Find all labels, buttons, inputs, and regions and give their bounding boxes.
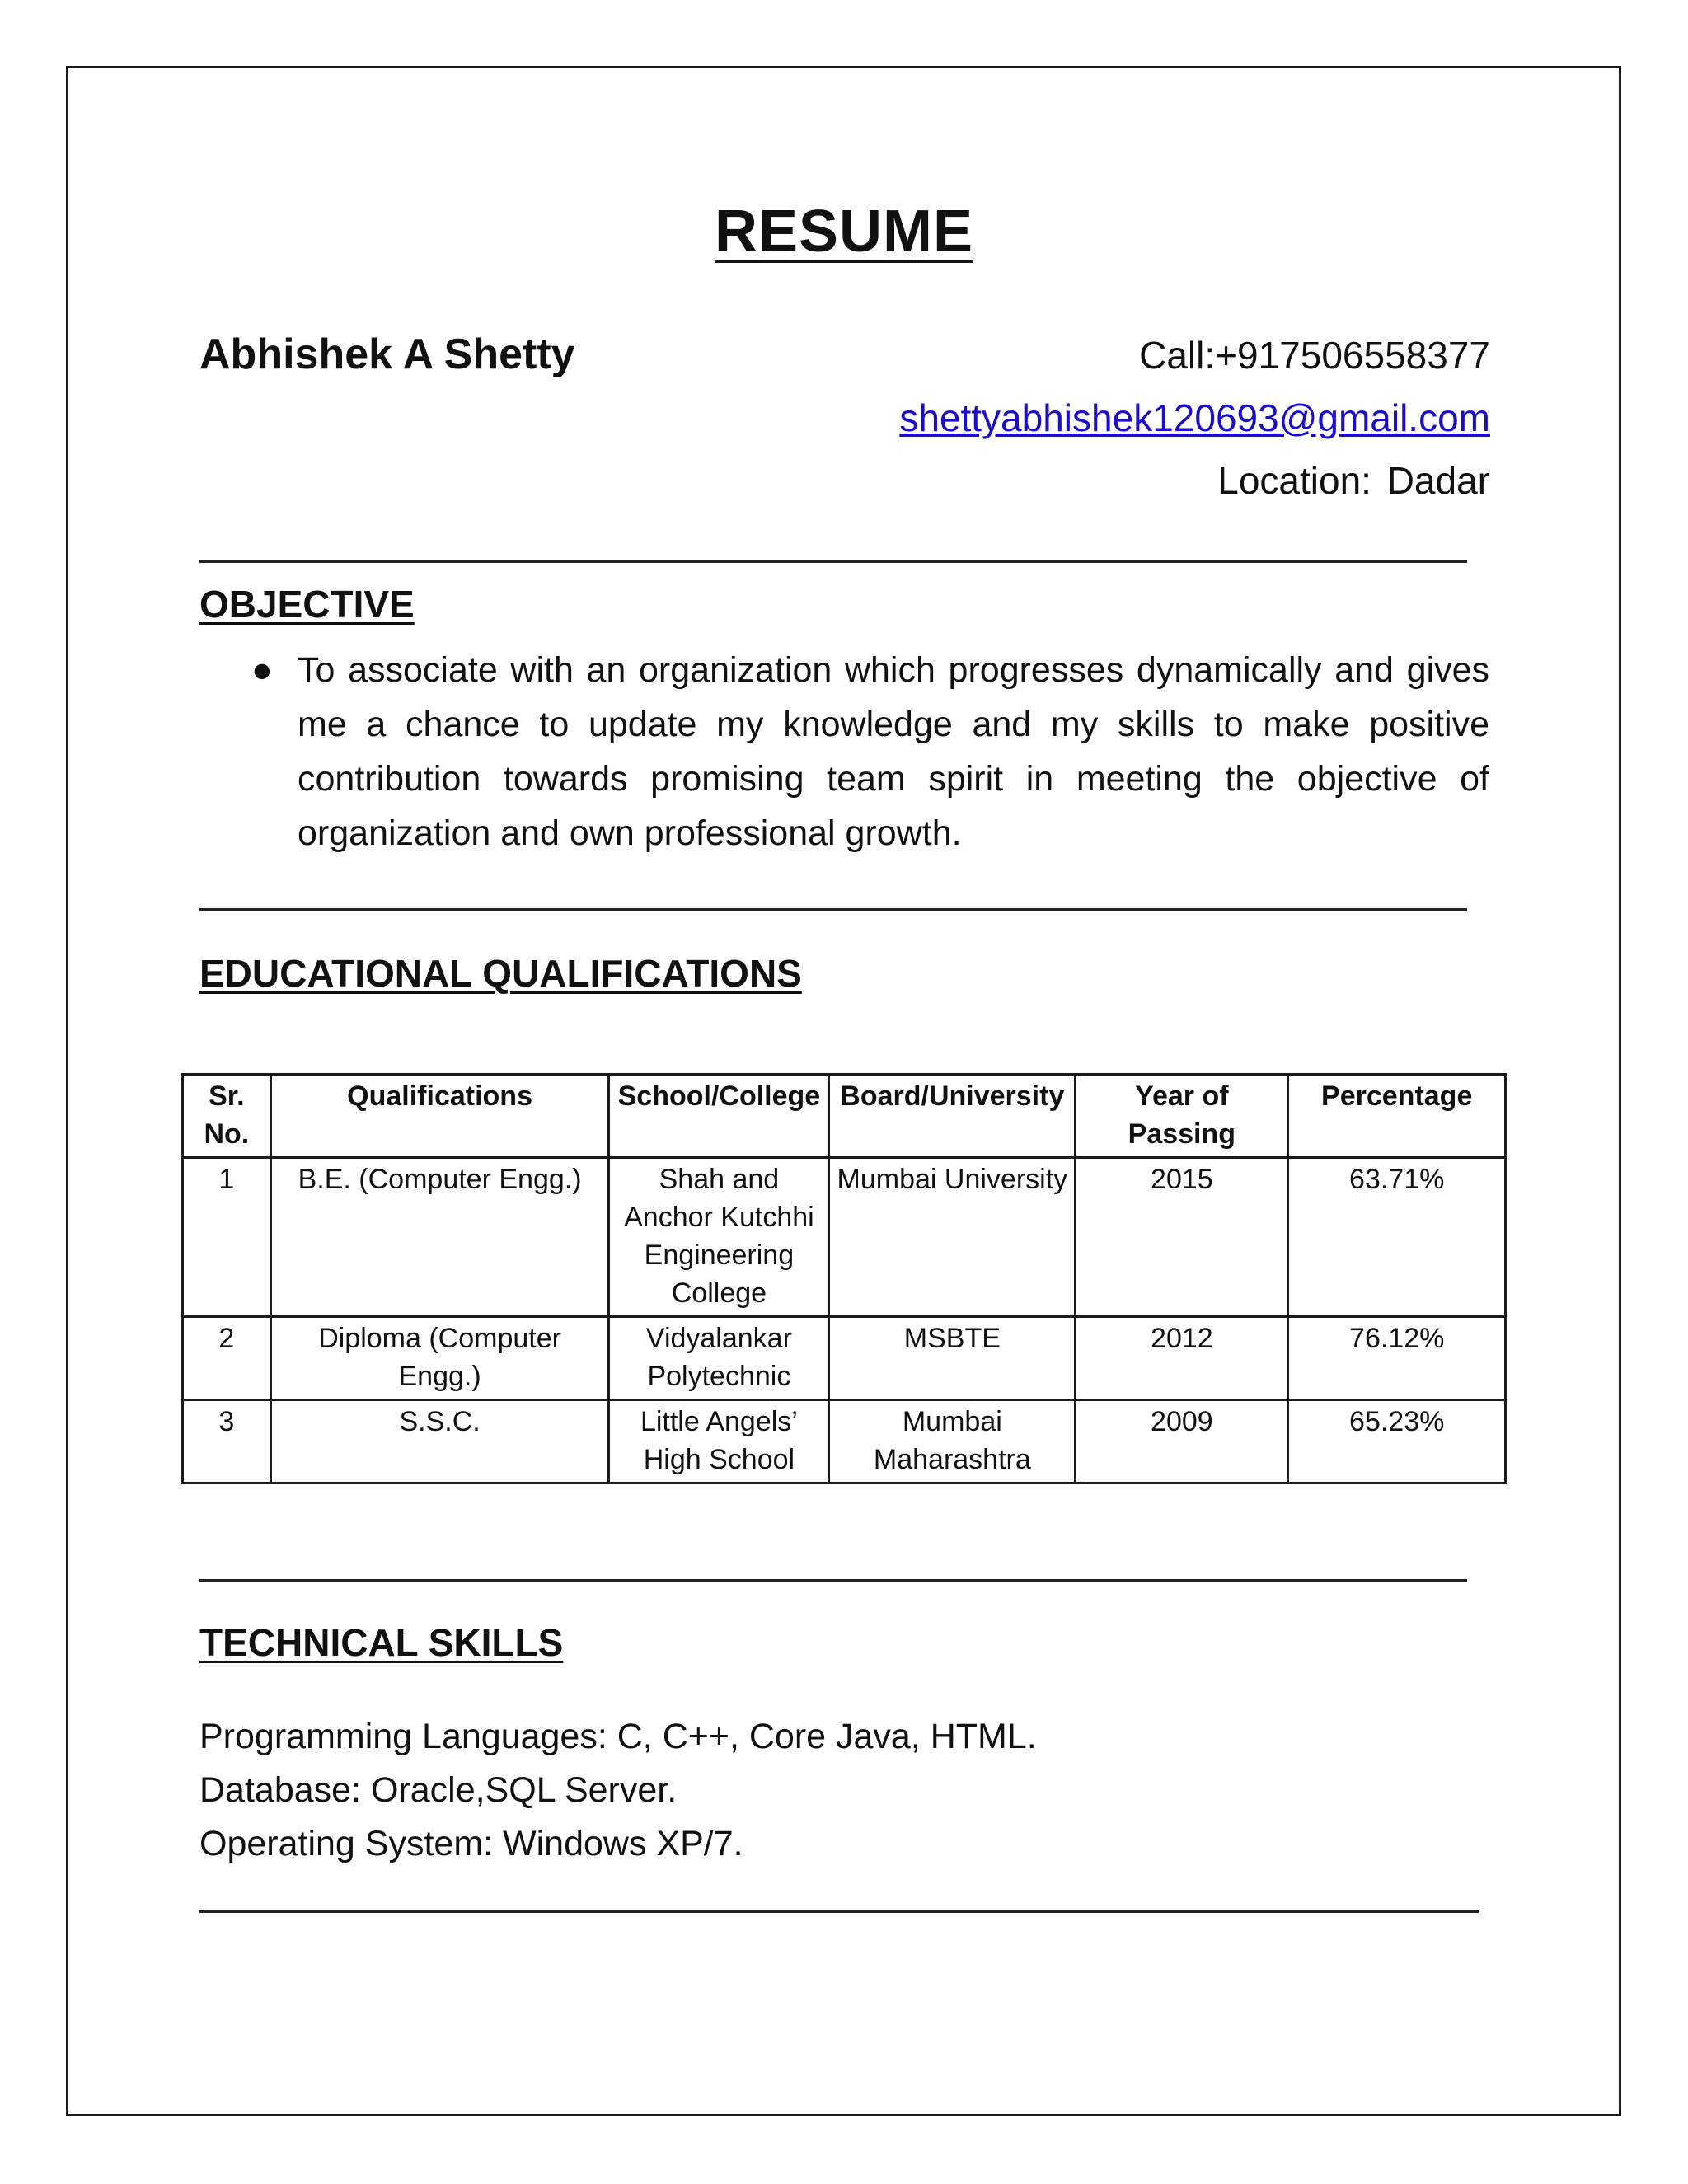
table-cell: MSBTE [829, 1317, 1076, 1400]
table-cell: 76.12% [1288, 1317, 1506, 1400]
skill-line: Operating System: Windows XP/7. [199, 1824, 743, 1863]
candidate-name: Abhishek A Shetty [199, 330, 575, 378]
table-cell: Mumbai University [829, 1158, 1076, 1317]
email-link[interactable]: shettyabhishek120693@gmail.com [899, 396, 1490, 439]
skills-heading: TECHNICAL SKILLS [199, 1621, 564, 1664]
table-cell: 2 [183, 1317, 271, 1400]
objective-item [251, 643, 1489, 860]
table-cell: Little Angels’ High School [609, 1400, 829, 1483]
table-row [183, 1400, 1506, 1483]
table-cell: S.S.C. [270, 1400, 609, 1483]
table-cell: 2012 [1076, 1317, 1288, 1400]
divider [199, 560, 1467, 563]
education-heading: EDUCATIONAL QUALIFICATIONS [199, 952, 802, 995]
column-header: Board/University [829, 1075, 1076, 1158]
table-row [183, 1317, 1506, 1400]
skill-line: Programming Languages: C, C++, Core Java, HTML. [199, 1717, 1037, 1756]
table-cell: Diploma (Computer Engg.) [270, 1317, 609, 1400]
table-row [183, 1158, 1506, 1317]
table-cell: Shah and Anchor Kutchhi Engineering College [609, 1158, 829, 1317]
divider [199, 1910, 1479, 1913]
column-header: Percentage [1288, 1075, 1506, 1158]
table-cell: 63.71% [1288, 1158, 1506, 1317]
table-cell: 2009 [1076, 1400, 1288, 1483]
phone-number: Call:+917506558377 [1139, 334, 1490, 377]
divider [199, 908, 1467, 911]
table-header-row [183, 1075, 1506, 1158]
objective-heading: OBJECTIVE [199, 583, 415, 626]
divider [199, 1579, 1467, 1582]
column-header: Qualifications [270, 1075, 609, 1158]
skills-list [199, 1710, 1037, 1871]
table-cell: 2015 [1076, 1158, 1288, 1317]
column-header: Year of Passing [1076, 1075, 1288, 1158]
education-table [181, 1073, 1507, 1484]
location: Location: Dadar [1217, 459, 1490, 502]
objective-text: To associate with an organization which progresses dynamically and gives me a chance to update my knowledge and my skills to make positive contribution towards promising team spirit in meeting the objective of organization and own professional growth. [298, 650, 1489, 853]
resume-title: RESUME [714, 199, 974, 265]
table-cell: 3 [183, 1400, 271, 1483]
table-cell: Mumbai Maharashtra [829, 1400, 1076, 1483]
column-header: Sr. No. [183, 1075, 271, 1158]
column-header: School/College [609, 1075, 829, 1158]
skill-line: Database: Oracle,SQL Server. [199, 1770, 678, 1810]
table-cell: 65.23% [1288, 1400, 1506, 1483]
table-cell: B.E. (Computer Engg.) [270, 1158, 609, 1317]
table-cell: 1 [183, 1158, 271, 1317]
bullet-icon: ● [251, 650, 273, 690]
table-cell: Vidyalankar Polytechnic [609, 1317, 829, 1400]
